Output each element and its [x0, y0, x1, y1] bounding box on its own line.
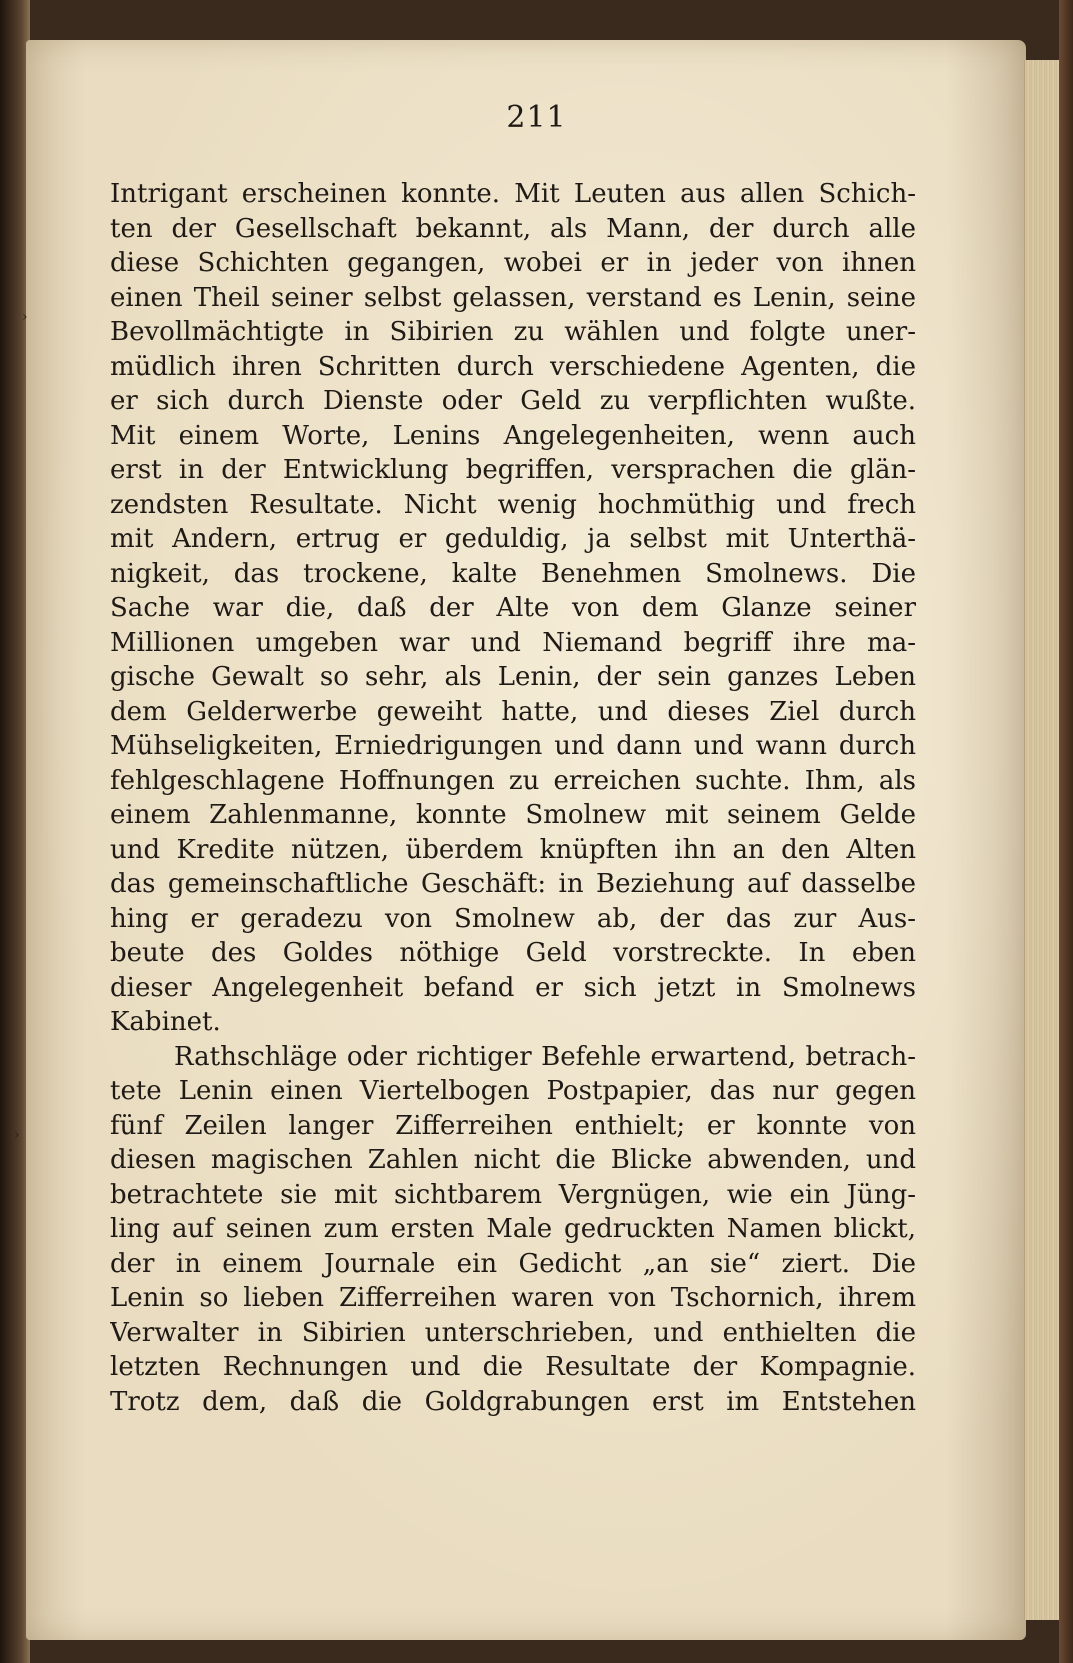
margin-mark: › — [14, 1127, 20, 1143]
book-cover-right-edge — [1059, 0, 1073, 1663]
text-line: er sich durch Dienste oder Geld zu verpflichten wußte. — [110, 386, 916, 416]
text-line: Intrigant erscheinen konnte. Mit Leuten aus allen Schich- — [110, 179, 916, 209]
text-line: hing er geradezu von Smolnew ab, der das zur Aus- — [110, 903, 916, 934]
text-line: fünf Zeilen langer Zifferreihen enthielt; er konnte von — [110, 1110, 916, 1141]
body-text — [110, 177, 916, 1419]
page-number: 211 — [506, 100, 567, 135]
text-line: tete Lenin einen Viertelbogen Postpapier, das nur gegen — [110, 1076, 916, 1106]
text-line: letzten Rechnungen und die Resultate der Kompagnie. — [110, 1352, 916, 1382]
text-line: Mühseligkeiten, Erniedrigungen und dann und wann durch — [110, 731, 916, 761]
text-line: beute des Goldes nöthige Geld vorstreckte. In eben — [110, 938, 916, 968]
text-line: nigkeit, das trockene, kalte Benehmen Smolnews. Die — [110, 558, 916, 589]
text-line: betrachtete sie mit sichtbarem Vergnügen, wie ein Jüng- — [110, 1179, 916, 1210]
text-line: erst in der Entwicklung begriffen, versprachen die glän- — [110, 455, 916, 485]
text-line: diesen magischen Zahlen nicht die Blicke abwenden, und — [110, 1145, 916, 1175]
text-line: Millionen umgeben war und Niemand begriff ihre ma- — [110, 627, 916, 658]
text-line: müdlich ihren Schritten durch verschiedene Agenten, die — [110, 351, 916, 382]
text-line: der in einem Journale ein Gedicht „an sie“ ziert. Die — [110, 1248, 916, 1279]
paragraph-end-line: Kabinet. — [110, 1007, 221, 1037]
text-line: einen Theil seiner selbst gelassen, verstand es Lenin, seine — [110, 282, 916, 313]
text-line: Sache war die, daß der Alte von dem Glanze seiner — [110, 593, 916, 623]
text-line: dem Gelderwerbe geweiht hatte, und dieses Ziel durch — [110, 696, 916, 727]
paragraph-start-line: Rathschläge oder richtiger Befehle erwartend, betrach- — [174, 1041, 916, 1072]
text-line: gische Gewalt so sehr, als Lenin, der sein ganzes Leben — [110, 662, 916, 692]
text-line: Trotz dem, daß die Goldgrabungen erst im Entstehen — [110, 1386, 916, 1417]
text-line: ten der Gesellschaft bekannt, als Mann, der durch alle — [110, 213, 916, 244]
text-line: diese Schichten gegangen, wobei er in jeder von ihnen — [110, 248, 916, 278]
text-line: Mit einem Worte, Lenins Angelegenheiten, wenn auch — [110, 420, 916, 451]
text-line: ling auf seinen zum ersten Male gedruckten Namen blickt, — [110, 1214, 916, 1244]
text-line: und Kredite nützen, überdem knüpften ihn an den Alten — [110, 834, 916, 865]
margin-mark: › — [22, 309, 28, 325]
text-line: mit Andern, ertrug er geduldig, ja selbst mit Unterthä- — [110, 524, 916, 554]
text-line: Verwalter in Sibirien unterschrieben, und enthielten die — [110, 1317, 916, 1348]
text-line: dieser Angelegenheit befand er sich jetzt in Smolnews — [110, 972, 916, 1003]
text-line: Bevollmächtigte in Sibirien zu wählen und folgte uner- — [110, 317, 916, 347]
text-line: Lenin so lieben Zifferreihen waren von Tschornich, ihrem — [110, 1283, 916, 1313]
text-line: einem Zahlenmanne, konnte Smolnew mit seinem Gelde — [110, 800, 916, 830]
text-line: zendsten Resultate. Nicht wenig hochmüthig und frech — [110, 489, 916, 520]
text-line: das gemeinschaftliche Geschäft: in Beziehung auf dasselbe — [110, 869, 916, 899]
text-line: fehlgeschlagene Hoffnungen zu erreichen suchte. Ihm, als — [110, 765, 916, 796]
